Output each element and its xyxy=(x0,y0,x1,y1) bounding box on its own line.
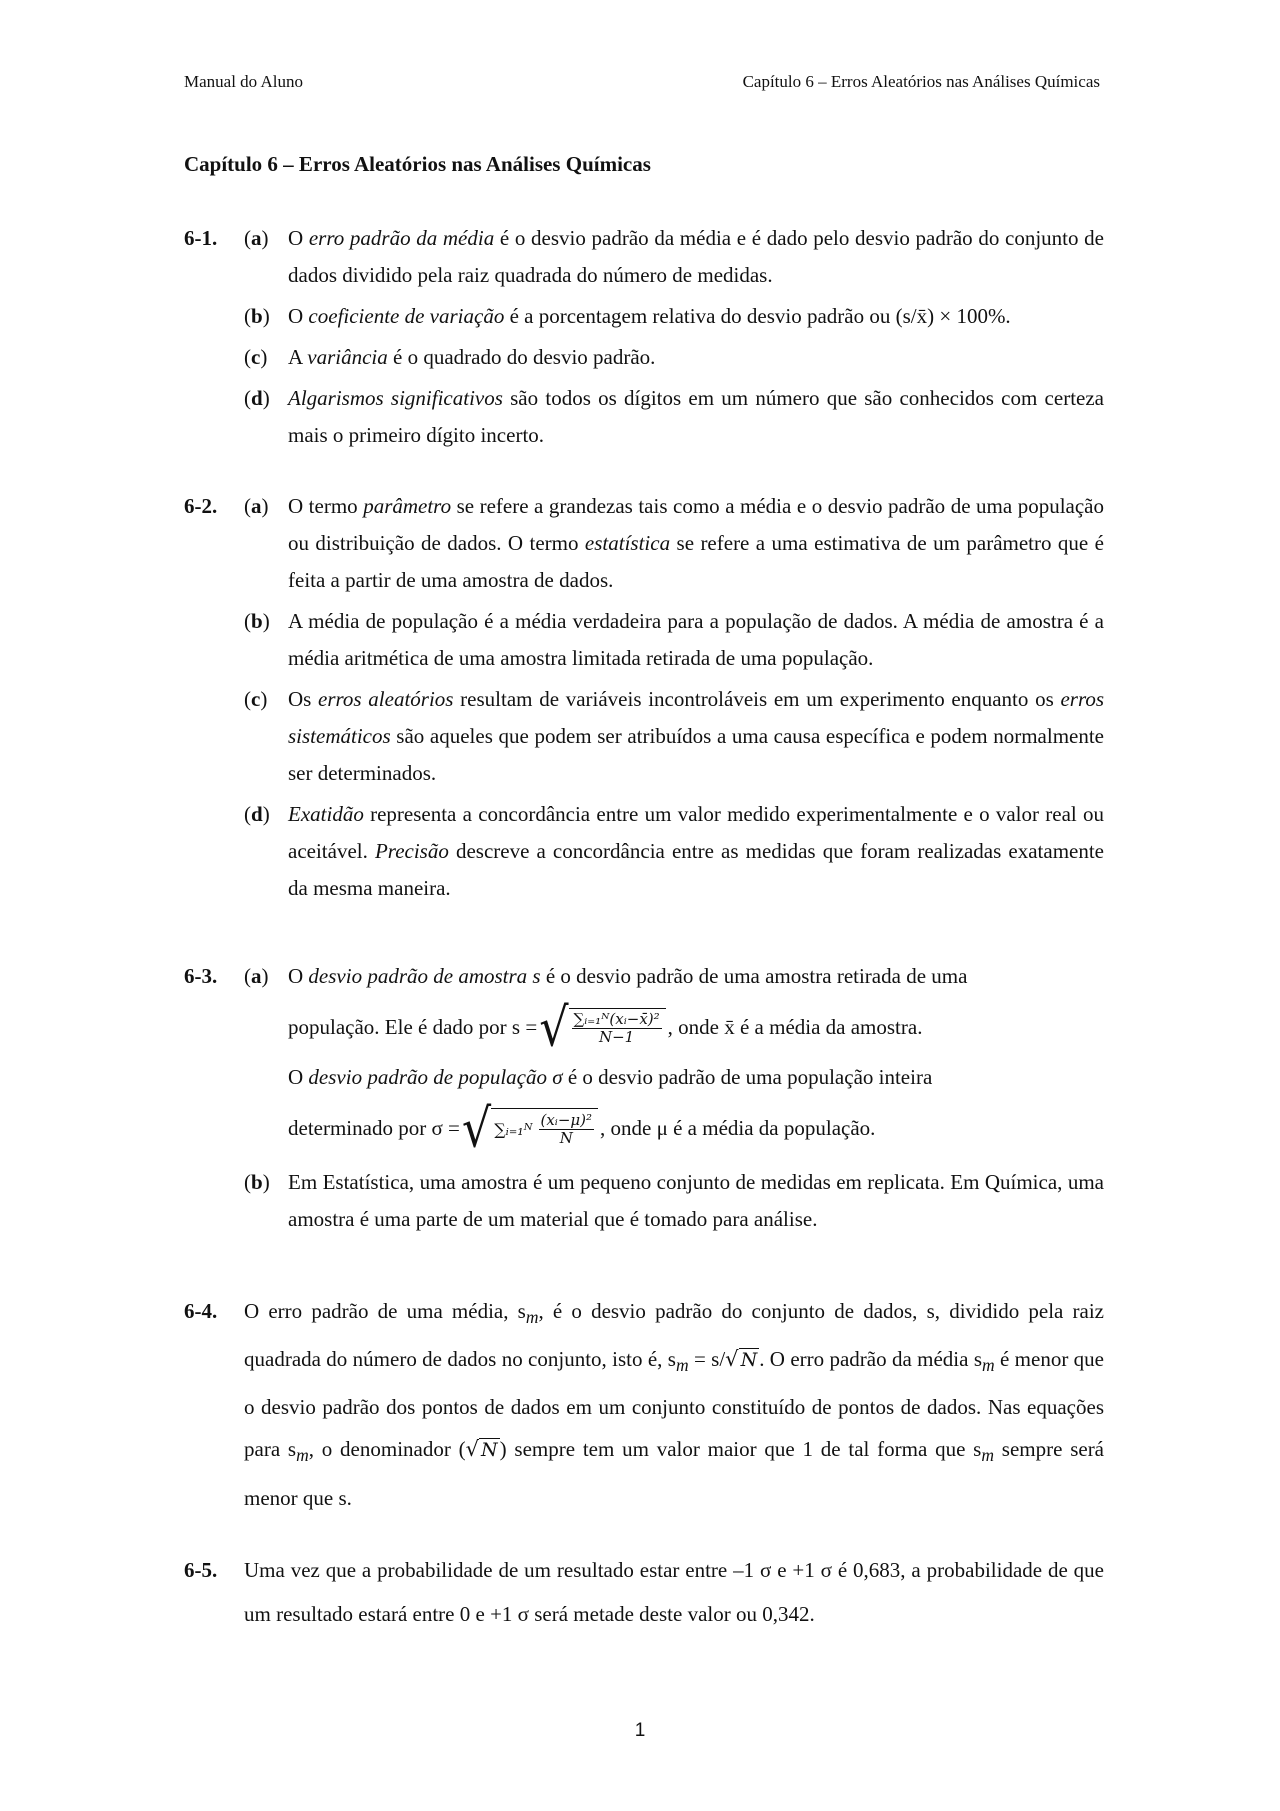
term: Precisão xyxy=(374,839,449,863)
sample-std-formula xyxy=(288,995,1104,1059)
text: descreve a concordância entre as medidas que foram realizadas exatamente da mesma maneira. xyxy=(288,839,1105,900)
term: Exatidão xyxy=(288,802,364,826)
question-6-3 xyxy=(184,958,1104,1242)
text: O xyxy=(288,304,309,328)
text: , onde x̄ é a média da amostra. xyxy=(667,1014,923,1039)
item-label: a xyxy=(251,964,262,988)
item-a: (a) O desvio padrão de amostra s é o desvio padrão de uma amostra retirada de uma população. Ele é dado por s = √ $\frac{\text{∑ᵢ₌₁ᴺ(xᵢ−x̄)²}}{N-1}$ , onde x̄ é a média da amostra. O desvio padrão de população σ é o desvio padrão de uma população inteira determinado por σ = √ ∑ᵢ₌₁ᴺ $\frac{\text{(xᵢ−μ)²}}{N}$ , onde μ é a média da população. xyxy=(184,958,1104,1160)
item-label: d xyxy=(251,386,263,410)
question-number: 6-3. xyxy=(184,964,218,988)
item-a: (a) O termo parâmetro se refere a grandezas tais como a média e o desvio padrão de uma população ou distribuição de dados. O termo estatística se refere a uma estimativa de um parâmetro que é feita a partir de uma amostra de dados. xyxy=(244,494,1104,592)
text: é a porcentagem relativa do desvio padrão ou (s/x̄) × 100%. xyxy=(504,304,1011,328)
item-b: (b) O coeficiente de variação é a porcentagem relativa do desvio padrão ou (s/x̄) × 100%. xyxy=(244,304,1011,328)
text: é o quadrado do desvio padrão. xyxy=(387,345,656,369)
text: sempre será menor que s. xyxy=(244,1437,1105,1510)
text: são todos os dígitos em um número que são conhecidos com certeza mais o primeiro dígito incerto. xyxy=(288,386,1104,447)
square-root: √ $\frac{\text{∑ᵢ₌₁ᴺ(xᵢ−x̄)²}}{N-1}$ xyxy=(539,1004,665,1050)
question-number: 6-4. xyxy=(184,1299,218,1323)
term: parâmetro xyxy=(363,494,452,518)
summation: ∑ᵢ₌₁ᴺ xyxy=(494,1120,533,1139)
item-label: a xyxy=(251,226,262,250)
term: erros sistemáticos xyxy=(288,687,1105,748)
square-root: √ ∑ᵢ₌₁ᴺ $\frac{\text{(xᵢ−μ)²}}{N}$ xyxy=(462,1105,598,1151)
radicand: N xyxy=(740,1348,758,1371)
text: é o desvio padrão de uma população inteira xyxy=(562,1065,933,1089)
item-label: b xyxy=(251,1170,263,1194)
item-label: c xyxy=(251,687,261,711)
text: é o desvio padrão da média e é dado pelo desvio padrão do conjunto de dados dividido pela raiz quadrada do número de medidas. xyxy=(288,226,1104,287)
subscript: m xyxy=(982,1355,995,1376)
fraction xyxy=(572,1011,662,1046)
term: desvio padrão de população σ xyxy=(308,1065,563,1089)
text: . O erro padrão da média s xyxy=(759,1347,982,1372)
paragraph: Uma vez que a probabilidade de um resultado estar entre –1 σ e +1 σ é 0,683, a probabilidade de que um resultado estará entre 0 e +1 σ será metade deste valor ou 0,342. xyxy=(244,1558,1104,1626)
subscript: m xyxy=(296,1445,309,1466)
item-label: a xyxy=(251,494,262,518)
item-label: d xyxy=(251,802,263,826)
item-b: (b) Em Estatística, uma amostra é um pequeno conjunto de medidas em replicata. Em Química, uma amostra é uma parte de um material que é tomado para análise. xyxy=(244,1170,1104,1231)
square-root: √ N xyxy=(725,1347,758,1372)
item-c: (c) A variância é o quadrado do desvio padrão. xyxy=(244,345,656,369)
text: = s/ xyxy=(688,1347,726,1372)
square-root: √ N xyxy=(465,1437,498,1462)
text: Os xyxy=(288,687,319,711)
text: resultam de variáveis incontroláveis em um experimento enquanto os xyxy=(453,687,1061,711)
text: Em Estatística, uma amostra é um pequeno conjunto de medidas em replicata. Em Química, uma amostra é uma parte de um material que é tomado para análise. xyxy=(288,1170,1104,1231)
term: coeficiente de variação xyxy=(308,304,505,328)
text: são aqueles que podem ser atribuídos a uma causa específica e podem normalmente ser determinados. xyxy=(288,724,1104,785)
text: é o desvio padrão de uma amostra retirada de uma xyxy=(540,964,968,988)
item-c: (c) Os erros aleatórios resultam de variáveis incontroláveis em um experimento enquanto os erros sistemáticos são aqueles que podem ser atribuídos a uma causa específica e podem normalmente ser determinados. xyxy=(244,687,1105,785)
chapter-title: Capítulo 6 – Erros Aleatórios nas Análises Químicas xyxy=(184,152,651,176)
header-right: Capítulo 6 – Erros Aleatórios nas Análises Químicas xyxy=(742,72,1100,91)
text: determinado por σ = xyxy=(288,1115,460,1140)
text: , é o desvio padrão do conjunto de dados, s, dividido pela raiz quadrada do número de dados no conjunto, isto é, s xyxy=(244,1299,1104,1372)
term: Algarismos significativos xyxy=(288,386,503,410)
numerator: ∑ᵢ₌₁ᴺ(xᵢ−x̄)² xyxy=(573,1010,660,1028)
item-label: b xyxy=(251,609,263,633)
text: O xyxy=(288,1065,309,1089)
subscript: m xyxy=(981,1445,994,1466)
item-b: (b) A média de população é a média verdadeira para a população de dados. A média de amostra é a média aritmética de uma amostra limitada retirada de uma população. xyxy=(244,609,1104,670)
text: O xyxy=(288,226,309,250)
header-left: Manual do Aluno xyxy=(184,72,303,91)
item-d: (d) Exatidão representa a concordância entre um valor medido experimentalmente e o valor real ou aceitável. Precisão descreve a concordância entre as medidas que foram realizadas exatamente da mesma maneira. xyxy=(244,802,1105,900)
text: representa a concordância entre um valor medido experimentalmente e o valor real ou aceitável. xyxy=(288,802,1104,863)
question-number: 6-2. xyxy=(184,494,218,518)
term: erro padrão da média xyxy=(308,226,495,250)
term: variância xyxy=(307,345,388,369)
item-d: (d) Algarismos significativos são todos os dígitos em um número que são conhecidos com certeza mais o primeiro dígito incerto. xyxy=(244,386,1104,447)
denominator: N−1 xyxy=(598,1028,635,1046)
population-std-formula xyxy=(288,1096,1104,1160)
fraction xyxy=(539,1112,595,1147)
term: estatística xyxy=(584,531,671,555)
radicand: N xyxy=(481,1438,498,1461)
question-6-5 xyxy=(184,1548,1104,1636)
item-a: (a) O erro padrão da média é o desvio padrão da média e é dado pelo desvio padrão do conjunto de dados dividido pela raiz quadrada do número de medidas. xyxy=(244,226,1104,287)
text: A xyxy=(288,345,308,369)
question-number: 6-5. xyxy=(184,1558,218,1582)
question-6-1 xyxy=(184,220,1104,458)
text: ) sempre tem um valor maior que 1 de tal forma que s xyxy=(499,1437,982,1462)
paragraph xyxy=(184,1290,1104,1519)
subscript: m xyxy=(525,1307,539,1328)
subscript: m xyxy=(675,1355,689,1376)
item-label: c xyxy=(251,345,261,369)
text: O termo xyxy=(288,494,364,518)
text: se refere a uma estimativa de um parâmetro que é feita a partir de uma amostra de dados. xyxy=(288,531,1104,592)
text: se refere a grandezas tais como a média e o desvio padrão de uma população ou distribuição de dados. O termo xyxy=(288,494,1104,555)
question-number: 6-1. xyxy=(184,226,218,250)
page-number: 1 xyxy=(634,1720,646,1741)
question-6-4 xyxy=(184,1290,1104,1519)
text: população. Ele é dado por s = xyxy=(288,1014,538,1039)
text: A média de população é a média verdadeira para a população de dados. A média de amostra é a média aritmética de uma amostra limitada retirada de uma população. xyxy=(288,609,1104,670)
term: desvio padrão de amostra s xyxy=(308,964,541,988)
text: , o denominador ( xyxy=(308,1437,466,1462)
question-6-2 xyxy=(184,488,1104,911)
text: é menor que o desvio padrão dos pontos de dados em um conjunto constituído de pontos de dados. Nas equações para s xyxy=(244,1347,1104,1462)
item-label: b xyxy=(251,304,263,328)
term: erros aleatórios xyxy=(318,687,454,711)
text: O erro padrão de uma média, s xyxy=(244,1299,526,1323)
numerator: (xᵢ−μ)² xyxy=(540,1111,593,1129)
text: , onde μ é a média da população. xyxy=(600,1115,876,1140)
denominator: N xyxy=(559,1129,573,1147)
text: O xyxy=(288,964,309,988)
